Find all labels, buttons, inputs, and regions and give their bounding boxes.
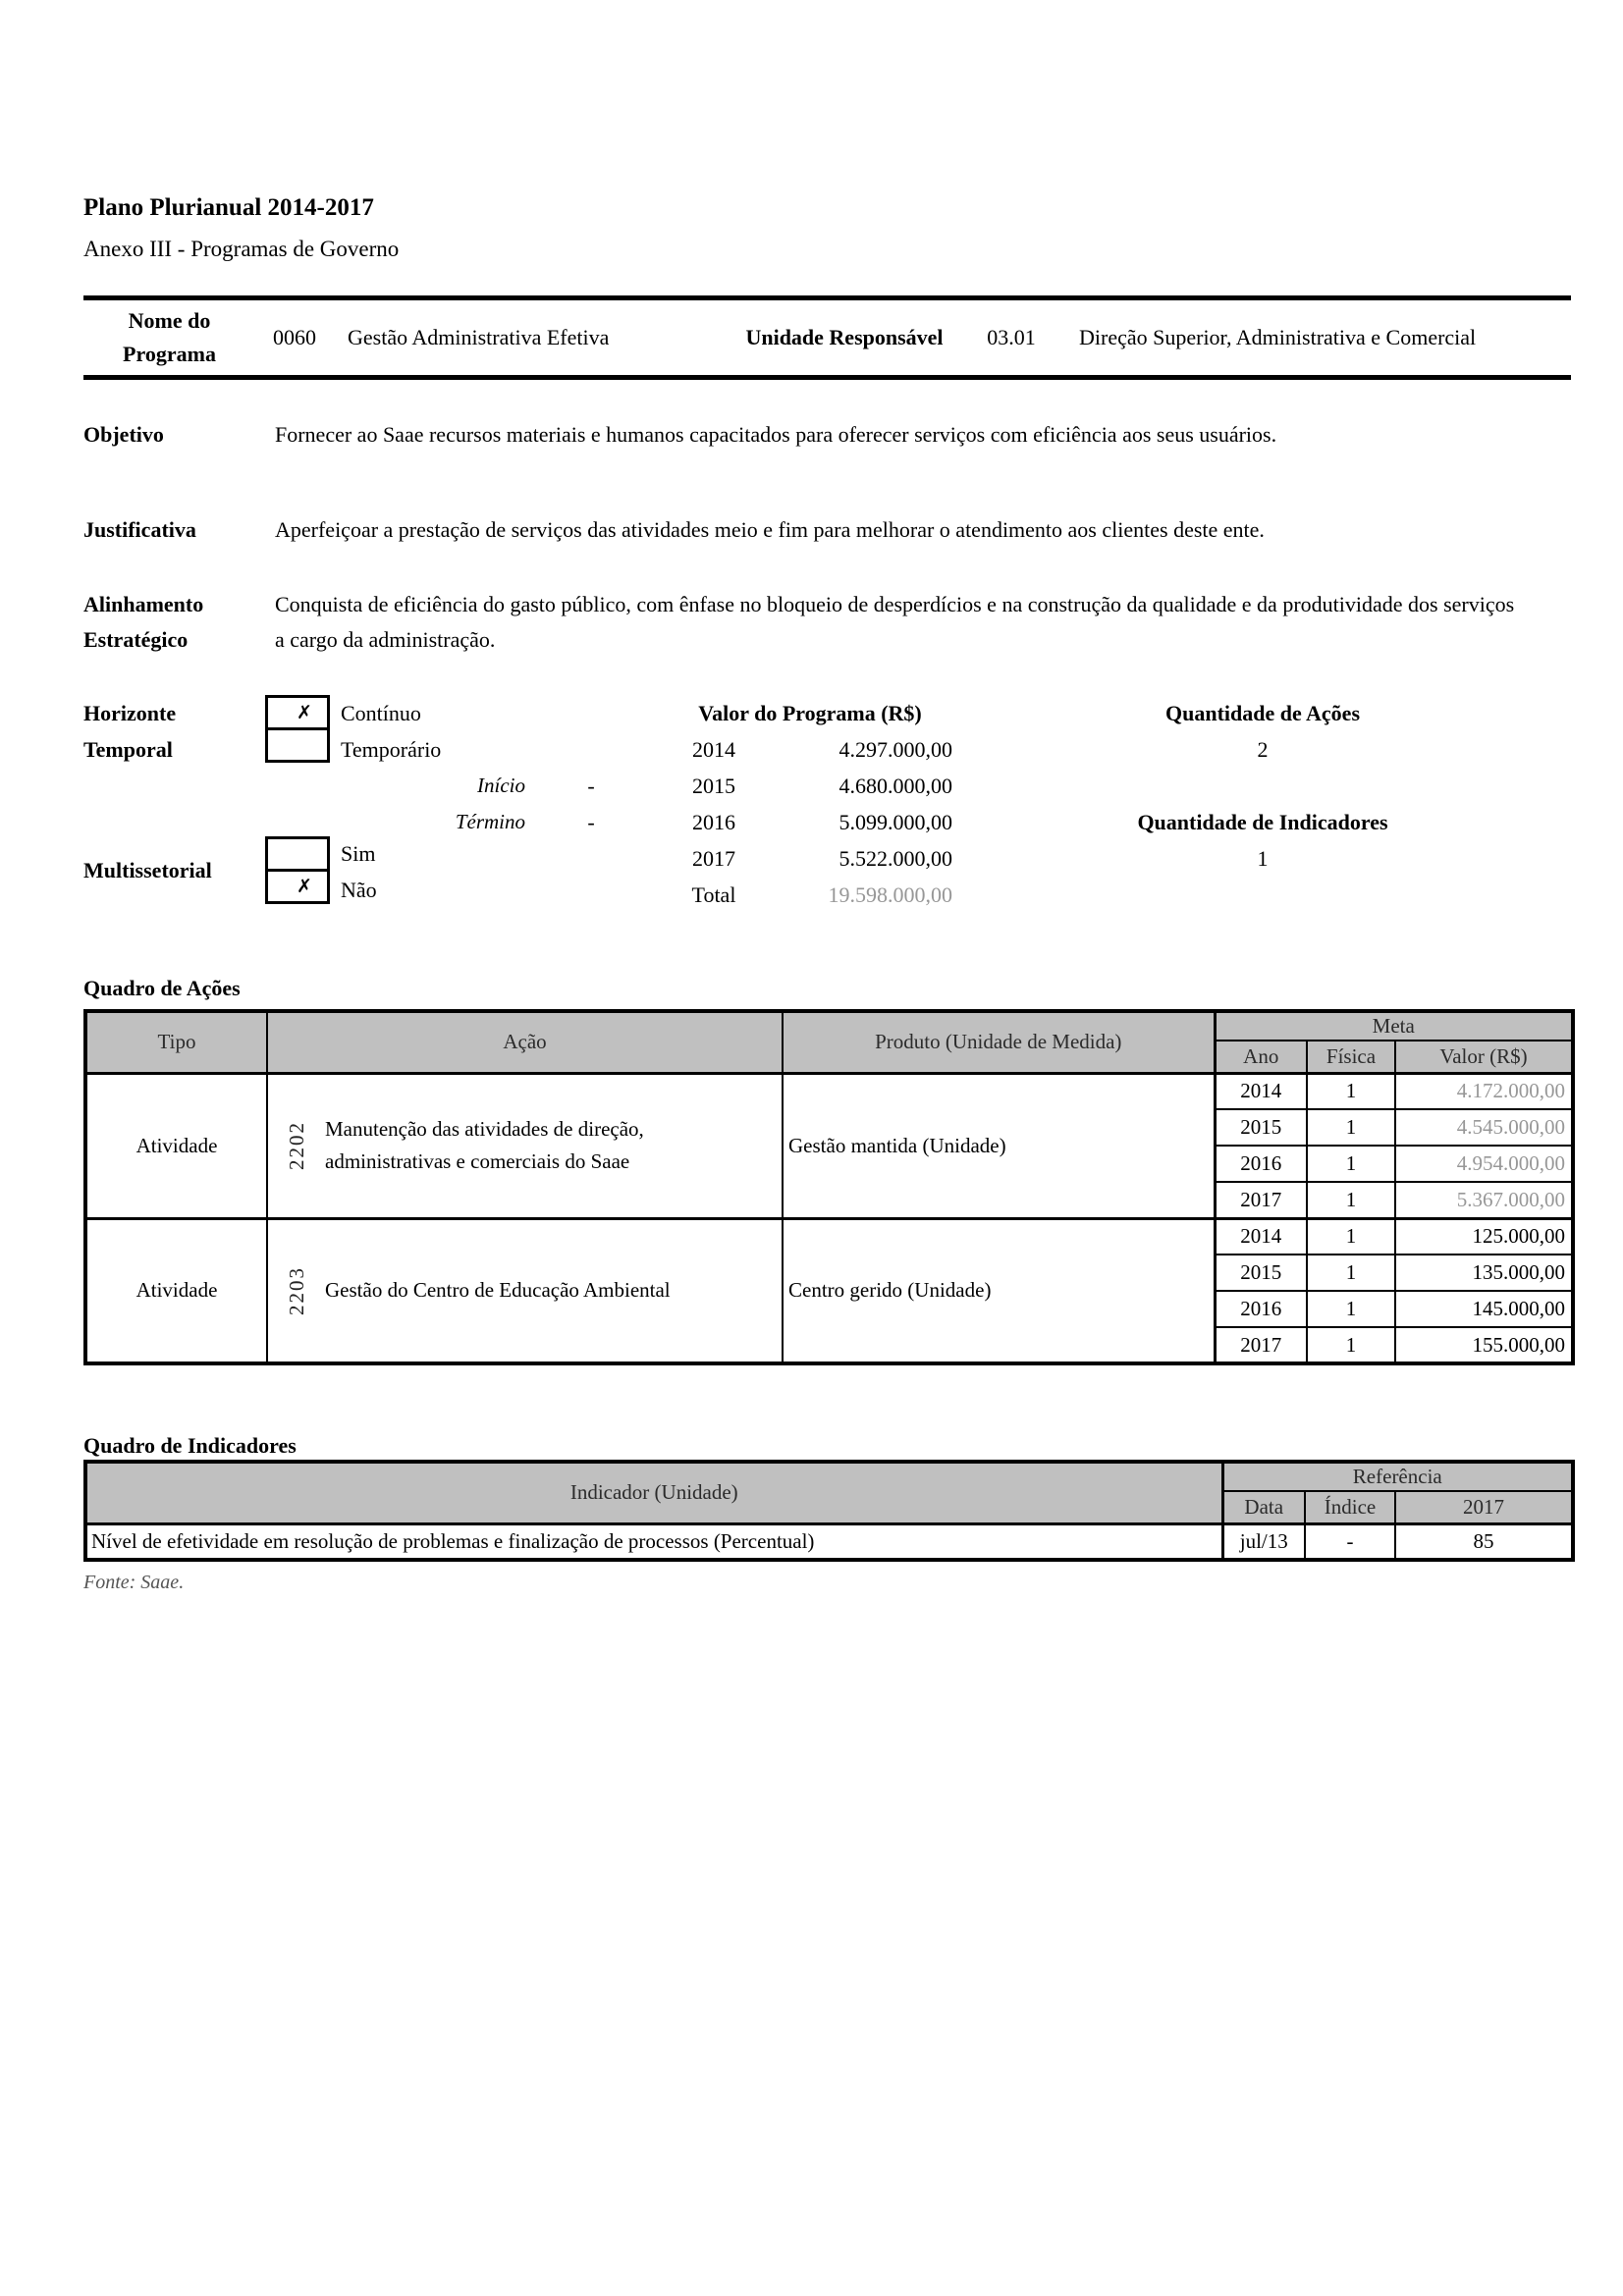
justificativa-row xyxy=(83,512,1571,548)
justificativa-text: Aperfeiçoar a prestação de serviços das atividades meio e fim para melhorar o atendimento aos clientes deste ente. xyxy=(275,517,1265,542)
acao-2-meta-2017-fisica: 1 xyxy=(1307,1327,1395,1363)
acao-2-meta-2016-fisica: 1 xyxy=(1307,1291,1395,1327)
indicador-texto: Nível de efetividade em resolução de problemas e finalização de processos (Percentual) xyxy=(85,1523,1222,1560)
inicio-value: - xyxy=(587,774,595,798)
sim-checkbox xyxy=(265,836,330,872)
continuo-checkbox xyxy=(265,695,330,730)
header-acao: Ação xyxy=(267,1011,783,1073)
valor-programa-title: Valor do Programa (R$) xyxy=(698,701,922,725)
indicador-row xyxy=(85,1523,1573,1560)
horizonte-temporal-section xyxy=(83,692,1571,916)
termino-value: - xyxy=(587,810,595,834)
valor-value-2016: 5.099.000,00 xyxy=(839,810,952,834)
indicador-data: jul/13 xyxy=(1222,1523,1305,1560)
page-title: Plano Plurianual 2014-2017 xyxy=(83,194,374,221)
header-data: Data xyxy=(1222,1491,1305,1523)
acao-1-meta-2014-valor: 4.172.000,00 xyxy=(1395,1073,1573,1109)
termino-label: Término xyxy=(455,810,525,833)
horizonte-temporal-label: Horizonte Temporal xyxy=(83,701,177,762)
nao-checkbox xyxy=(265,869,330,904)
acao-1-meta-2015-valor: 4.545.000,00 xyxy=(1395,1109,1573,1146)
nao-check-mark: ✗ xyxy=(297,876,312,897)
valor-value-2015: 4.680.000,00 xyxy=(839,774,952,798)
quantidade-indicadores-label: Quantidade de Indicadores xyxy=(1137,810,1388,834)
continuo-check-mark: ✗ xyxy=(297,702,312,723)
quantidade-acoes-value: 2 xyxy=(1257,737,1269,762)
acao-2-meta-2014-fisica: 1 xyxy=(1307,1218,1395,1255)
horizonte-checkbox-group xyxy=(265,695,330,763)
header-valor: Valor (R$) xyxy=(1395,1041,1573,1073)
header-fisica: Física xyxy=(1307,1041,1395,1073)
acao-2-meta-2014-ano: 2014 xyxy=(1215,1218,1307,1255)
acao-1-meta-2016-ano: 2016 xyxy=(1215,1146,1307,1182)
quadro-acoes-title: Quadro de Ações xyxy=(83,976,241,1000)
temporario-checkbox xyxy=(265,727,330,763)
fonte-note: Fonte: Saae. xyxy=(83,1572,185,1593)
header-meta: Meta xyxy=(1215,1011,1573,1041)
objetivo-label: Objetivo xyxy=(83,422,164,447)
program-name-label: Nome do Programa xyxy=(123,307,216,366)
sim-option-label: Sim xyxy=(341,841,376,866)
alinhamento-text: Conquista de eficiência do gasto público, com ênfase no bloqueio de desperdícios e na construção da qualidade e da produtividade dos serviços a cargo da administração. xyxy=(275,592,1515,652)
acao-2-meta-2015-valor: 135.000,00 xyxy=(1395,1255,1573,1291)
acao-1-meta-2014-fisica: 1 xyxy=(1307,1073,1395,1109)
header-ano: Ano xyxy=(1215,1041,1307,1073)
valor-year-2015: 2015 xyxy=(692,774,735,798)
acao-2-produto: Centro gerido (Unidade) xyxy=(783,1218,1215,1363)
acao-2-meta-2017-ano: 2017 xyxy=(1215,1327,1307,1363)
acao-2-meta-2014-valor: 125.000,00 xyxy=(1395,1218,1573,1255)
objetivo-text: Fornecer ao Saae recursos materiais e humanos capacitados para oferecer serviços com eficiência aos seus usuários. xyxy=(275,422,1277,447)
justificativa-label: Justificativa xyxy=(83,517,196,542)
acao-1-cell xyxy=(267,1073,783,1218)
program-name: Gestão Administrativa Efetiva xyxy=(348,325,610,349)
acao-1-tipo: Atividade xyxy=(85,1073,267,1218)
program-header-row xyxy=(83,295,1571,380)
header-tipo: Tipo xyxy=(85,1011,267,1073)
header-produto: Produto (Unidade de Medida) xyxy=(783,1011,1215,1073)
header-referencia: Referência xyxy=(1222,1462,1573,1491)
objetivo-row xyxy=(83,417,1571,453)
valor-year-2014: 2014 xyxy=(692,737,735,762)
acao-2-meta-row xyxy=(85,1218,1573,1255)
quadro-indicadores-title: Quadro de Indicadores xyxy=(83,1433,297,1458)
acao-2-meta-2017-valor: 155.000,00 xyxy=(1395,1327,1573,1363)
acao-1-produto: Gestão mantida (Unidade) xyxy=(783,1073,1215,1218)
continuo-option-label: Contínuo xyxy=(341,701,421,725)
header-ref-2017: 2017 xyxy=(1395,1491,1573,1523)
quadro-indicadores-table xyxy=(83,1460,1575,1562)
acao-2-codigo-box xyxy=(268,1266,325,1315)
quadro-acoes-table xyxy=(83,1009,1575,1365)
quantidade-acoes-label: Quantidade de Ações xyxy=(1164,701,1361,725)
acao-1-meta-2015-fisica: 1 xyxy=(1307,1109,1395,1146)
valor-year-2017: 2017 xyxy=(692,846,735,871)
unit-code: 03.01 xyxy=(987,325,1036,349)
alinhamento-row xyxy=(83,587,1571,658)
acao-2-meta-2015-ano: 2015 xyxy=(1215,1255,1307,1291)
acao-2-meta-2015-fisica: 1 xyxy=(1307,1255,1395,1291)
acao-1-meta-2016-valor: 4.954.000,00 xyxy=(1395,1146,1573,1182)
inicio-label: Início xyxy=(477,774,525,797)
valor-total-value: 19.598.000,00 xyxy=(828,882,952,907)
acao-2-meta-2016-valor: 145.000,00 xyxy=(1395,1291,1573,1327)
valor-year-2016: 2016 xyxy=(692,810,735,834)
multissetorial-label: Multissetorial xyxy=(83,858,212,882)
acao-1-codigo: 2202 xyxy=(284,1121,308,1170)
page-subtitle: Anexo III - Programas de Governo xyxy=(83,237,400,261)
multissetorial-checkbox-group xyxy=(265,836,330,904)
indicador-indice: - xyxy=(1305,1523,1395,1560)
acao-2-descricao: Gestão do Centro de Educação Ambiental xyxy=(325,1278,671,1303)
acao-1-meta-2014-ano: 2014 xyxy=(1215,1073,1307,1109)
acao-2-meta-2016-ano: 2016 xyxy=(1215,1291,1307,1327)
acao-1-meta-row xyxy=(85,1073,1573,1109)
nao-option-label: Não xyxy=(341,878,377,902)
acao-1-meta-2017-valor: 5.367.000,00 xyxy=(1395,1182,1573,1218)
alinhamento-label: Alinhamento Estratégico xyxy=(83,592,204,652)
header-indice: Índice xyxy=(1305,1491,1395,1523)
valor-total-label: Total xyxy=(691,882,736,907)
valor-value-2017: 5.522.000,00 xyxy=(839,846,952,871)
acao-2-codigo: 2203 xyxy=(284,1265,308,1315)
acao-2-tipo: Atividade xyxy=(85,1218,267,1363)
program-code: 0060 xyxy=(273,325,316,349)
acao-1-meta-2017-fisica: 1 xyxy=(1307,1182,1395,1218)
header-indicador: Indicador (Unidade) xyxy=(85,1462,1222,1523)
quantidade-indicadores-value: 1 xyxy=(1257,846,1269,871)
acao-1-descricao: Manutenção das atividades de direção, administrativas e comerciais do Saae xyxy=(325,1117,644,1173)
acao-1-meta-2015-ano: 2015 xyxy=(1215,1109,1307,1146)
unit-label: Unidade Responsável xyxy=(745,324,944,349)
acao-2-cell xyxy=(267,1218,783,1363)
acao-1-codigo-box xyxy=(268,1121,325,1170)
temporario-option-label: Temporário xyxy=(341,737,442,762)
valor-value-2014: 4.297.000,00 xyxy=(839,737,952,762)
indicador-valor-2017: 85 xyxy=(1395,1523,1573,1560)
acao-1-meta-2017-ano: 2017 xyxy=(1215,1182,1307,1218)
unit-name: Direção Superior, Administrativa e Comercial xyxy=(1079,325,1477,349)
acao-1-meta-2016-fisica: 1 xyxy=(1307,1146,1395,1182)
